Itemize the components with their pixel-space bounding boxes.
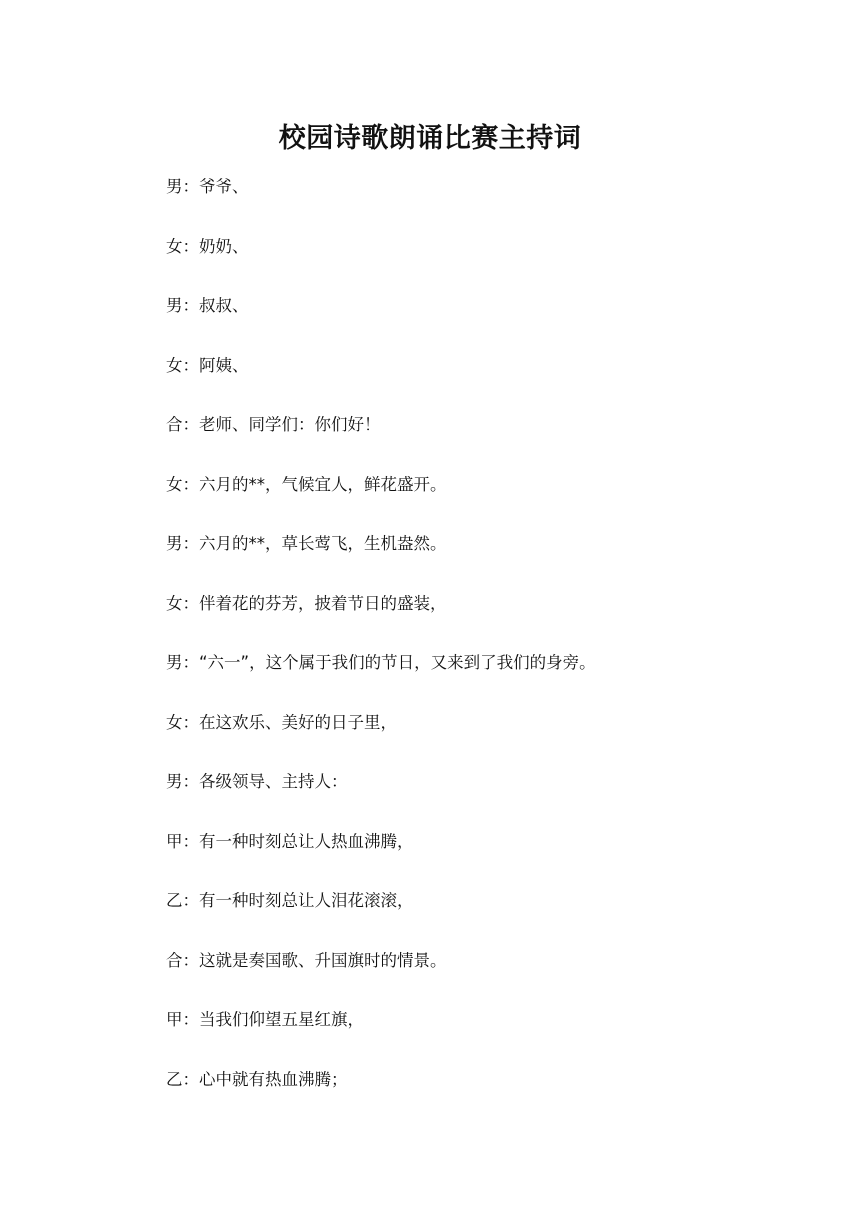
script-line: 乙：心中就有热血沸腾； bbox=[166, 1069, 348, 1089]
script-line: 女：阿姨、 bbox=[166, 355, 249, 375]
document-title: 校园诗歌朗诵比赛主持词 bbox=[278, 123, 582, 154]
script-line: 女：六月的**，气候宜人，鲜花盛开。 bbox=[166, 474, 447, 494]
script-line: 男：各级领导、主持人： bbox=[166, 772, 348, 791]
script-line: 甲：当我们仰望五星红旗， bbox=[166, 1010, 364, 1029]
script-line: 男：爷爷、 bbox=[166, 177, 249, 196]
script-line: 女：伴着花的芬芳，披着节日的盛装， bbox=[166, 593, 447, 613]
script-line: 男：“六一”，这个属于我们的节日，又来到了我们的身旁。 bbox=[166, 653, 596, 672]
script-line: 男：六月的**，草长莺飞，生机盎然。 bbox=[166, 534, 447, 553]
script-line: 甲：有一种时刻总让人热血沸腾， bbox=[166, 831, 414, 851]
script-line: 乙：有一种时刻总让人泪花滚滚， bbox=[166, 891, 414, 910]
script-line: 女：在这欢乐、美好的日子里， bbox=[166, 712, 397, 732]
script-line: 女：奶奶、 bbox=[166, 236, 249, 256]
script-lines bbox=[166, 175, 596, 1127]
script-line: 合：这就是奏国歌、升国旗时的情景。 bbox=[166, 950, 447, 970]
script-line: 合：老师、同学们：你们好！ bbox=[166, 415, 381, 434]
script-line: 男：叔叔、 bbox=[166, 296, 249, 315]
